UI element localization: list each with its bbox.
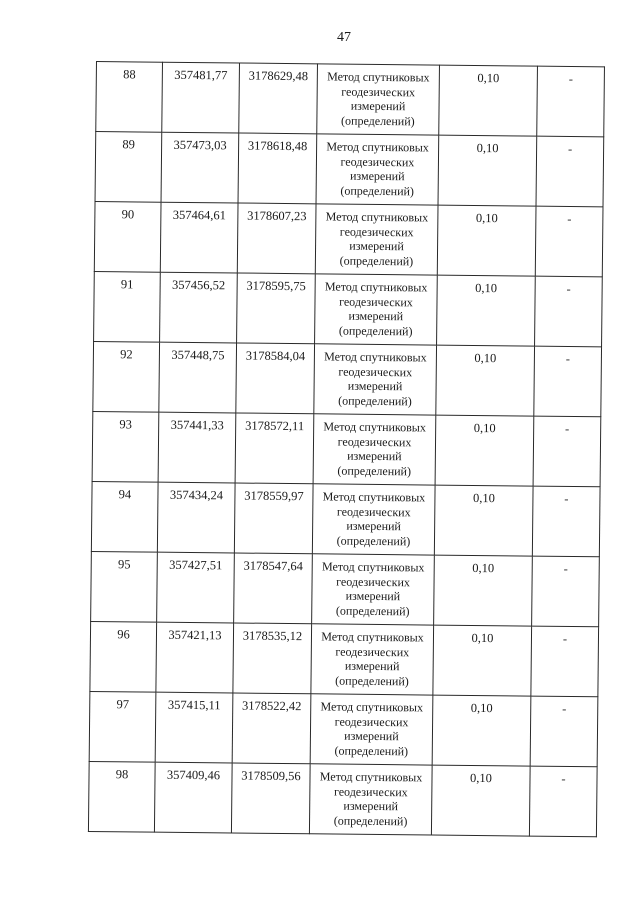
table-row [96, 62, 605, 137]
y-coordinate-cell: 3178547,64 [234, 553, 313, 624]
method-cell: Метод спутниковых геодезических измерений (определений) [315, 274, 438, 345]
x-coordinate-cell: 357473,03 [161, 132, 239, 203]
x-coordinate-cell: 357456,52 [160, 272, 238, 343]
y-coordinate-cell: 3178618,48 [238, 133, 317, 204]
page-number: 47 [337, 30, 351, 45]
method-cell: Метод спутниковых геодезических измерений (определений) [316, 134, 439, 205]
x-coordinate-cell: 357481,77 [162, 62, 240, 133]
point-number-cell: 96 [90, 621, 157, 692]
note-cell: - [536, 136, 604, 207]
accuracy-cell: 0,10 [432, 695, 531, 766]
y-coordinate-cell: 3178595,75 [237, 273, 316, 344]
accuracy-cell: 0,10 [434, 555, 533, 626]
note-cell: - [529, 766, 597, 837]
x-coordinate-cell: 357441,33 [158, 412, 236, 483]
accuracy-cell: 0,10 [438, 135, 537, 206]
x-coordinate-cell: 357448,75 [159, 342, 237, 413]
point-number-cell: 97 [89, 691, 156, 762]
point-number-cell: 94 [91, 481, 158, 552]
x-coordinate-cell: 357434,24 [157, 482, 235, 553]
table-row [91, 481, 600, 556]
table-row [94, 201, 603, 276]
point-number-cell: 98 [88, 761, 155, 832]
note-cell: - [535, 276, 603, 347]
x-coordinate-cell: 357415,11 [155, 692, 233, 763]
method-cell: Метод спутниковых геодезических измерений (определений) [309, 764, 432, 835]
point-number-cell: 89 [95, 132, 162, 203]
point-number-cell: 91 [94, 271, 161, 342]
accuracy-cell: 0,10 [439, 65, 538, 136]
note-cell: - [532, 486, 600, 557]
method-cell: Метод спутниковых геодезических измерений (определений) [312, 554, 435, 625]
method-cell: Метод спутниковых геодезических измерений (определений) [313, 414, 436, 485]
y-coordinate-cell: 3178607,23 [237, 203, 316, 274]
y-coordinate-cell: 3178584,04 [236, 343, 315, 414]
x-coordinate-cell: 357409,46 [154, 762, 232, 833]
accuracy-cell: 0,10 [437, 275, 536, 346]
accuracy-cell: 0,10 [433, 625, 532, 696]
coordinates-table [88, 61, 605, 837]
table-row [94, 271, 603, 346]
y-coordinate-cell: 3178535,12 [233, 623, 312, 694]
coordinates-table-container [88, 61, 604, 837]
note-cell: - [531, 626, 599, 697]
point-number-cell: 92 [93, 341, 160, 412]
y-coordinate-cell: 3178629,48 [239, 63, 318, 134]
note-cell: - [532, 556, 600, 627]
point-number-cell: 95 [91, 551, 158, 622]
method-cell: Метод спутниковых геодезических измерений (определений) [314, 344, 437, 415]
point-number-cell: 93 [92, 411, 159, 482]
accuracy-cell: 0,10 [431, 765, 530, 836]
table-row [95, 132, 604, 207]
accuracy-cell: 0,10 [434, 485, 533, 556]
table-row [91, 551, 600, 626]
note-cell: - [534, 346, 602, 417]
note-cell: - [530, 696, 598, 767]
x-coordinate-cell: 357464,61 [160, 202, 238, 273]
note-cell: - [537, 66, 605, 137]
y-coordinate-cell: 3178509,56 [231, 763, 310, 834]
table-row [90, 621, 599, 696]
table-row [92, 411, 601, 486]
method-cell: Метод спутниковых геодезических измерений (определений) [312, 484, 435, 555]
point-number-cell: 90 [94, 201, 161, 272]
accuracy-cell: 0,10 [437, 205, 536, 276]
note-cell: - [535, 206, 603, 277]
x-coordinate-cell: 357421,13 [156, 622, 234, 693]
method-cell: Метод спутниковых геодезических измерений (определений) [311, 624, 434, 695]
accuracy-cell: 0,10 [435, 415, 534, 486]
y-coordinate-cell: 3178559,97 [234, 483, 313, 554]
method-cell: Метод спутниковых геодезических измерений (определений) [310, 694, 433, 765]
note-cell: - [533, 416, 601, 487]
accuracy-cell: 0,10 [436, 345, 535, 416]
table-row [88, 761, 597, 836]
method-cell: Метод спутниковых геодезических измерений (определений) [315, 204, 438, 275]
x-coordinate-cell: 357427,51 [157, 552, 235, 623]
table-row [89, 691, 598, 766]
y-coordinate-cell: 3178572,11 [235, 413, 314, 484]
method-cell: Метод спутниковых геодезических измерений (определений) [317, 64, 440, 135]
y-coordinate-cell: 3178522,42 [232, 693, 311, 764]
point-number-cell: 88 [96, 62, 163, 133]
table-row [93, 341, 602, 416]
